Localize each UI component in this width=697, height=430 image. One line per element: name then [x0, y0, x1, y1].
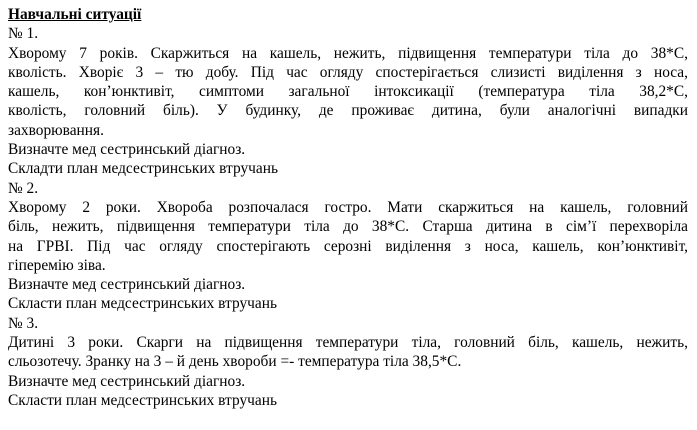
situation-3-text-line: Дитині 3 роки. Скарги на підвищення температури тіла, головний біль, кашель, нежить, — [8, 334, 688, 352]
situation-1-number: № 1. — [8, 25, 39, 43]
situation-3-task-diagnosis: Визначте мед сестринський діагноз. — [8, 372, 246, 390]
situation-1-task-plan: Складти план медсестринських втручань — [8, 160, 278, 178]
situation-3-number: № 3. — [8, 314, 39, 332]
situation-1-text-line: Хворому 7 років. Скаржиться на кашель, нежить, підвищення температури тіла до 38*С, — [8, 44, 688, 62]
situation-2-task-plan: Скласти план медсестринських втручань — [8, 295, 277, 313]
situation-1-task-diagnosis: Визначте мед сестринський діагноз. — [8, 141, 246, 159]
situation-1-text-line: кашель, кон’юнктивіт, симптоми загальної інтоксикації (температура тіла 38,2*С, — [8, 83, 688, 101]
page-title: Навчальні ситуації — [8, 6, 142, 23]
document-page — [8, 5, 688, 410]
situation-2-task-diagnosis: Визначте мед сестринський діагноз. — [8, 276, 246, 294]
situation-3-text-line: сльозотечу. Зранку на 3 – й день хвороби =- температура тіла 38,5*С. — [8, 353, 462, 371]
situation-1-text-line: захворювання. — [8, 121, 104, 139]
situation-1-text-line: кволість, головний біль). У будинку, де проживає дитина, були аналогічні випадки — [8, 102, 688, 120]
situation-2-text-line: біль, нежить, підвищення температури тіла до 38*С. Старша дитина в сім’ї перехворіла — [8, 218, 688, 236]
situation-3-task-plan: Скласти план медсестринських втручань — [8, 391, 277, 409]
situation-2-text-line: гіперемію зіва. — [8, 256, 106, 274]
situation-2-text-line: Хворому 2 роки. Хвороба розпочалася гостро. Мати скаржиться на кашель, головний — [8, 198, 688, 216]
situation-2-number: № 2. — [8, 179, 39, 197]
situation-1-text-line: кволість. Хворіє 3 – тю добу. Під час огляду спостерігається слизисті виділення з носа, — [8, 63, 688, 81]
situation-2-text-line: на ГРВІ. Під час огляду спостерігають серозні виділення з носа, кашель, кон’юнктивіт, — [8, 237, 688, 255]
